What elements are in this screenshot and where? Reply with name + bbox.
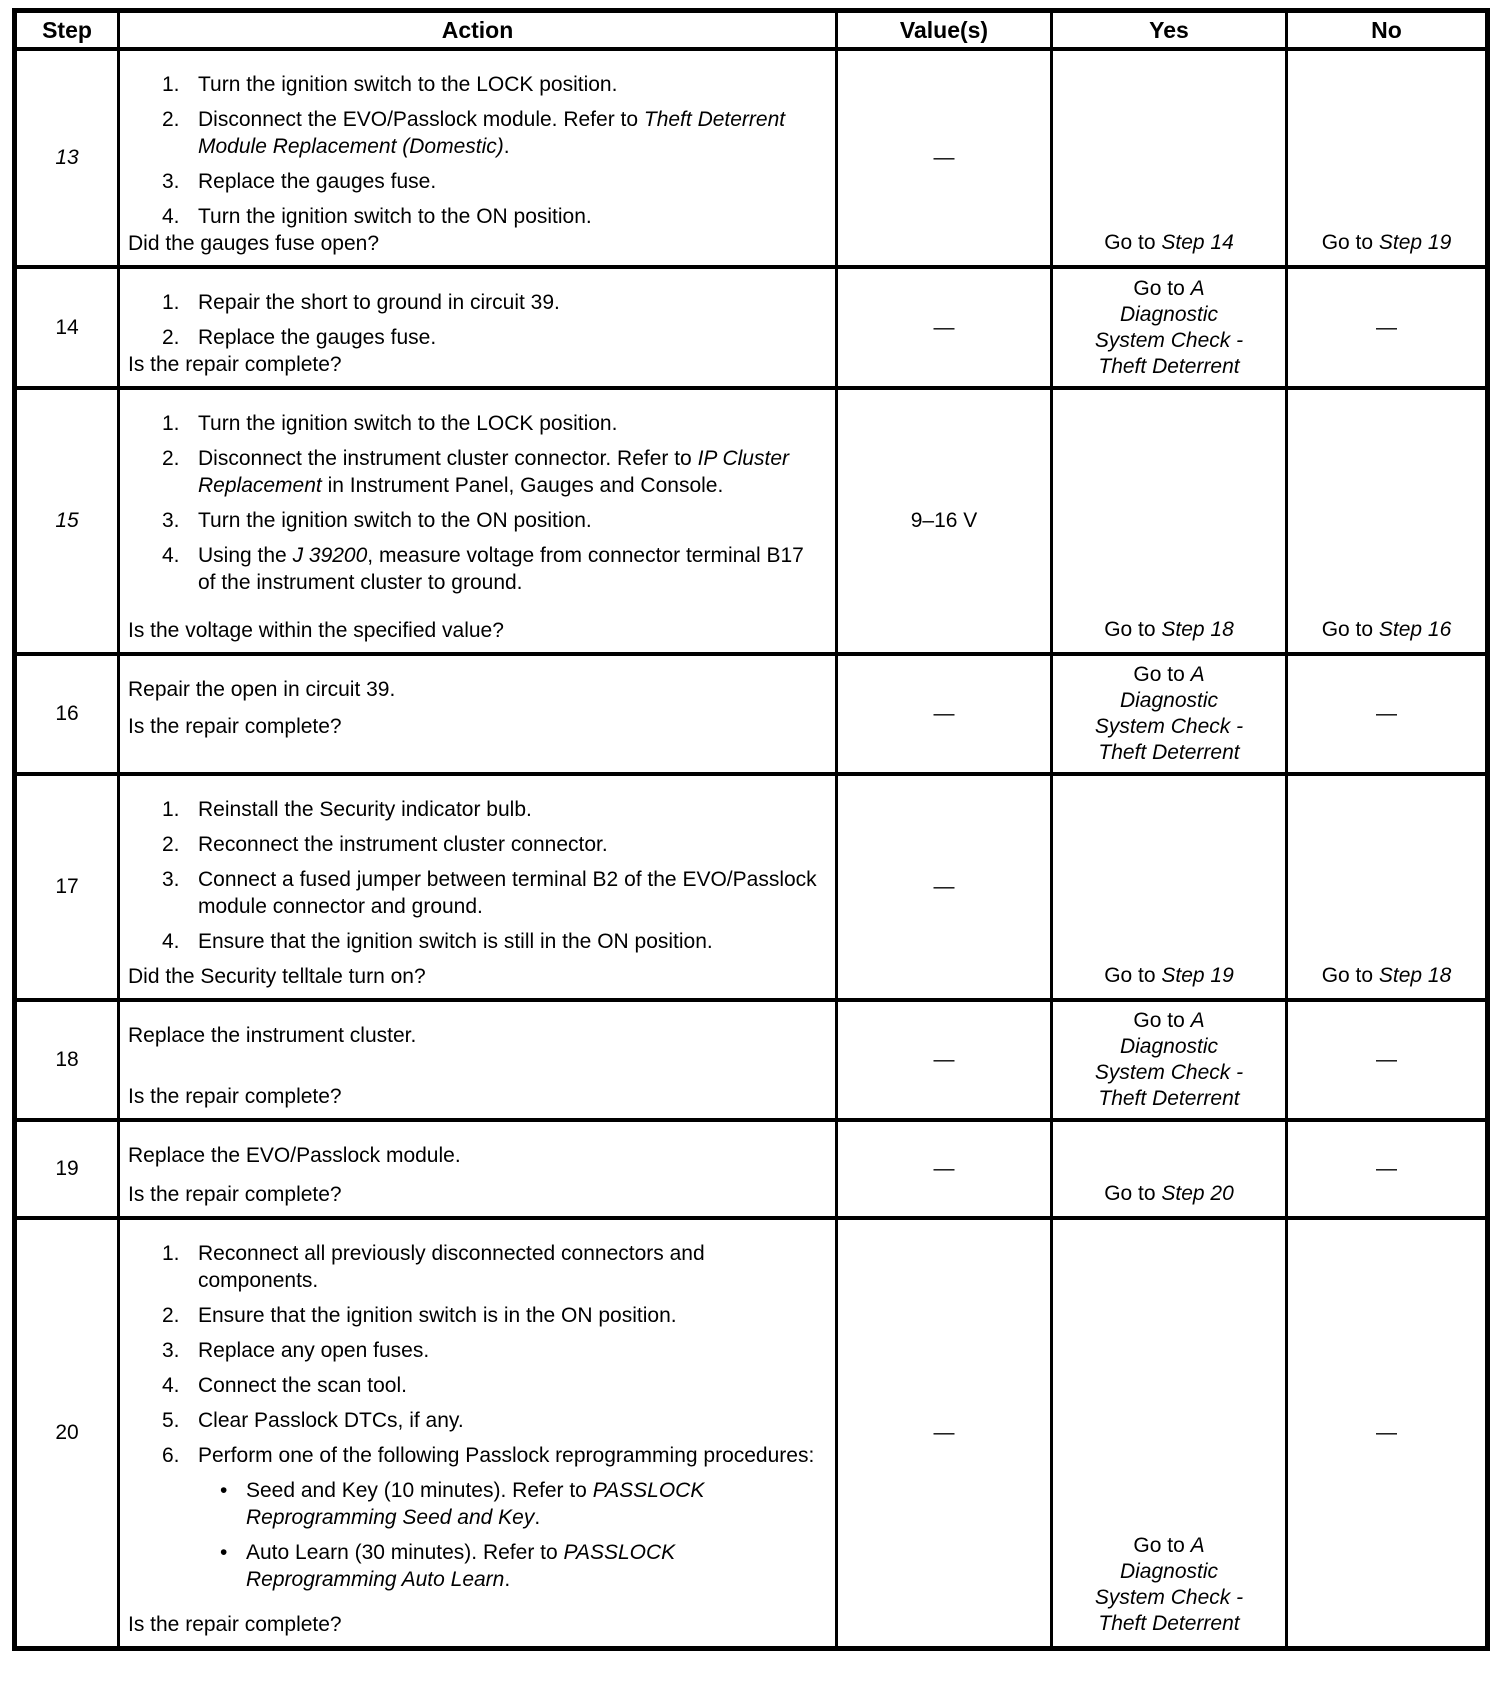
goto-line: Diagnostic [1119,689,1219,712]
item-text: Turn the ignition switch to the LOCK position. [198,412,618,435]
goto-line: Go to A [1133,663,1205,686]
item-text: Using the J 39200, measure voltage from connector terminal B17 of the instrument cluster to ground. [198,544,804,594]
action-cell [117,51,835,265]
action-item [128,1142,825,1169]
goto-line: — [1376,1157,1397,1180]
goto-line: Diagnostic [1119,1035,1219,1058]
table-row [17,386,1485,652]
yes-cell [1050,51,1285,265]
goto-line: Go to A [1133,1009,1205,1032]
step-cell [17,1002,117,1118]
value-cell [835,51,1050,265]
goto-line: Go to Step 19 [1104,964,1234,987]
item-text: Ensure that the ignition switch is still in the ON position. [198,930,713,953]
action-item [162,168,825,195]
item-marker: 1. [162,798,180,821]
header-no: No [1285,13,1485,47]
action-question: Is the repair complete? [128,1085,342,1108]
step-number: 20 [55,1421,79,1444]
action-cell [117,1122,835,1216]
action-item [162,796,825,823]
step-number: 15 [55,509,79,532]
action-item [162,542,825,596]
item-text: Seed and Key (10 minutes). Refer to PASSLOCK Reprogramming Seed and Key. [246,1479,705,1529]
table-row [17,1216,1485,1646]
item-text: Turn the ignition switch to the ON position. [198,509,592,532]
value-text: — [933,1048,955,1071]
item-text: Perform one of the following Passlock reprogramming procedures: [198,1444,815,1467]
yes-cell [1050,1220,1285,1646]
item-text: Turn the ignition switch to the ON position. [198,205,592,228]
action-cell [117,1002,835,1118]
item-text: Turn the ignition switch to the LOCK position. [198,73,618,96]
goto-line: Go to Step 14 [1104,231,1234,254]
diagnostic-table [12,8,1490,1651]
goto-line: — [1376,702,1397,725]
value-text: — [933,1421,955,1444]
item-marker: 3. [162,1339,180,1362]
item-text: Ensure that the ignition switch is in the ON position. [198,1304,677,1327]
table-row [17,1118,1485,1216]
table-row [17,652,1485,772]
table-row [17,47,1485,265]
item-marker: 5. [162,1409,180,1432]
item-text: Connect the scan tool. [198,1374,407,1397]
action-item [162,410,825,437]
goto-line: System Check - [1094,1586,1244,1609]
action-item [162,71,825,98]
action-question: Is the voltage within the specified value? [128,619,504,642]
goto-line: Theft Deterrent [1098,741,1240,764]
item-marker: 4. [162,1374,180,1397]
item-marker: 1. [162,1242,180,1265]
item-text: Replace the gauges fuse. [198,326,437,349]
yes-cell [1050,1122,1285,1216]
no-cell [1285,656,1485,772]
action-cell [117,269,835,386]
action-cell [117,1220,835,1646]
header-step: Step [42,16,92,43]
yes-cell [1050,390,1285,652]
goto-line: System Check - [1094,1061,1244,1084]
value-cell [835,1002,1050,1118]
value-cell [835,1122,1050,1216]
item-marker: 1. [162,73,180,96]
goto-line: Theft Deterrent [1098,1087,1240,1110]
value-cell [835,390,1050,652]
item-marker: 4. [162,205,180,228]
goto-line: Diagnostic [1119,302,1219,326]
goto-line: System Check - [1094,328,1244,352]
item-text: Replace the gauges fuse. [198,170,437,193]
header-values: Value(s) [835,13,1050,47]
item-text: Replace any open fuses. [198,1339,430,1362]
value-cell [835,656,1050,772]
value-text: — [933,1157,955,1180]
item-text: Reinstall the Security indicator bulb. [198,798,532,821]
action-item [162,1372,825,1399]
value-cell [835,1220,1050,1646]
step-number: 18 [55,1048,79,1071]
goto-line: System Check - [1094,715,1244,738]
no-cell [1285,1122,1485,1216]
item-marker: 4. [162,544,180,567]
table-header-row [17,13,1485,47]
action-item [162,1442,825,1469]
table-row [17,265,1485,386]
action-item [162,507,825,534]
goto-line: Go to Step 18 [1104,618,1234,641]
step-cell [17,51,117,265]
goto-line: Go to Step 18 [1321,964,1452,987]
action-question: Is the repair complete? [128,1183,342,1206]
action-question: Did the gauges fuse open? [128,232,380,255]
step-cell [17,390,117,652]
action-question: Did the Security telltale turn on? [128,965,426,988]
action-item [162,203,825,230]
step-number: 19 [55,1157,79,1180]
item-marker: 3. [162,868,180,891]
item-text: Disconnect the EVO/Passlock module. Refer to Theft Deterrent Module Replacement (Domestic). [198,108,786,158]
yes-cell [1050,1002,1285,1118]
goto-line: Go to Step 19 [1321,231,1452,254]
value-text: — [933,702,955,725]
value-cell [835,776,1050,998]
item-marker: 2. [162,108,180,131]
step-number: 14 [55,315,79,339]
no-cell [1285,1220,1485,1646]
action-question: Is the repair complete? [128,353,342,376]
action-item [162,1240,825,1294]
action-cell [117,656,835,772]
goto-line: Theft Deterrent [1098,354,1240,378]
goto-line: Theft Deterrent [1098,1612,1240,1635]
item-marker: 4. [162,930,180,953]
no-cell [1285,390,1485,652]
no-cell [1285,1002,1485,1118]
goto-line: — [1376,315,1397,339]
step-cell [17,1122,117,1216]
value-text: — [933,315,955,339]
action-item [220,1477,825,1531]
no-cell [1285,269,1485,386]
item-marker: 2. [162,326,180,349]
item-marker: • [220,1541,228,1564]
step-number: 16 [55,702,79,725]
item-text: Auto Learn (30 minutes). Refer to PASSLOCK Reprogramming Auto Learn. [246,1541,676,1591]
action-item [220,1539,825,1593]
action-question: Is the repair complete? [128,715,342,738]
item-text: Clear Passlock DTCs, if any. [198,1409,464,1432]
step-cell [17,656,117,772]
goto-line: Go to A [1133,276,1205,300]
item-text: Repair the short to ground in circuit 39. [198,291,560,314]
action-cell [117,390,835,652]
no-cell [1285,776,1485,998]
action-item [162,106,825,160]
goto-line: — [1376,1048,1397,1071]
action-item [162,866,825,920]
goto-line: Go to Step 16 [1321,618,1452,641]
action-item [162,831,825,858]
item-marker: 2. [162,833,180,856]
value-text: — [933,146,955,169]
step-cell [17,776,117,998]
action-item [162,324,825,351]
item-text: Reconnect all previously disconnected connectors and components. [198,1242,705,1292]
item-marker: 1. [162,291,180,314]
item-text: Replace the EVO/Passlock module. [128,1144,461,1167]
item-marker: • [220,1479,228,1502]
step-cell [17,1220,117,1646]
action-item [128,676,825,703]
action-item [162,1337,825,1364]
action-cell [117,776,835,998]
value-text: — [933,875,955,898]
goto-line: — [1376,1421,1397,1444]
item-text: Connect a fused jumper between terminal B2 of the EVO/Passlock module connector and ground. [198,868,817,918]
yes-cell [1050,269,1285,386]
action-question: Is the repair complete? [128,1613,342,1636]
header-yes: Yes [1050,13,1285,47]
item-text: Disconnect the instrument cluster connector. Refer to IP Cluster Replacement in Instrument Panel, Gauges and Console. [198,447,789,497]
action-item [162,928,825,955]
action-item [162,1302,825,1329]
table-row [17,998,1485,1118]
step-cell [17,269,117,386]
action-item [162,289,825,316]
yes-cell [1050,656,1285,772]
item-marker: 6. [162,1444,180,1467]
item-text: Repair the open in circuit 39. [128,678,396,701]
item-text: Reconnect the instrument cluster connector. [198,833,608,856]
item-marker: 3. [162,509,180,532]
item-marker: 2. [162,447,180,470]
step-number: 13 [55,146,79,169]
item-text: Replace the instrument cluster. [128,1024,417,1047]
action-item [128,1022,825,1049]
item-marker: 3. [162,170,180,193]
action-item [162,445,825,499]
table-row [17,772,1485,998]
action-item [162,1407,825,1434]
value-text: 9–16 V [910,509,978,532]
no-cell [1285,51,1485,265]
goto-line: Go to Step 20 [1104,1182,1234,1205]
step-number: 17 [55,875,79,898]
value-cell [835,269,1050,386]
yes-cell [1050,776,1285,998]
header-action: Action [117,13,835,47]
goto-line: Diagnostic [1119,1560,1219,1583]
item-marker: 1. [162,412,180,435]
goto-line: Go to A [1133,1534,1205,1557]
item-marker: 2. [162,1304,180,1327]
